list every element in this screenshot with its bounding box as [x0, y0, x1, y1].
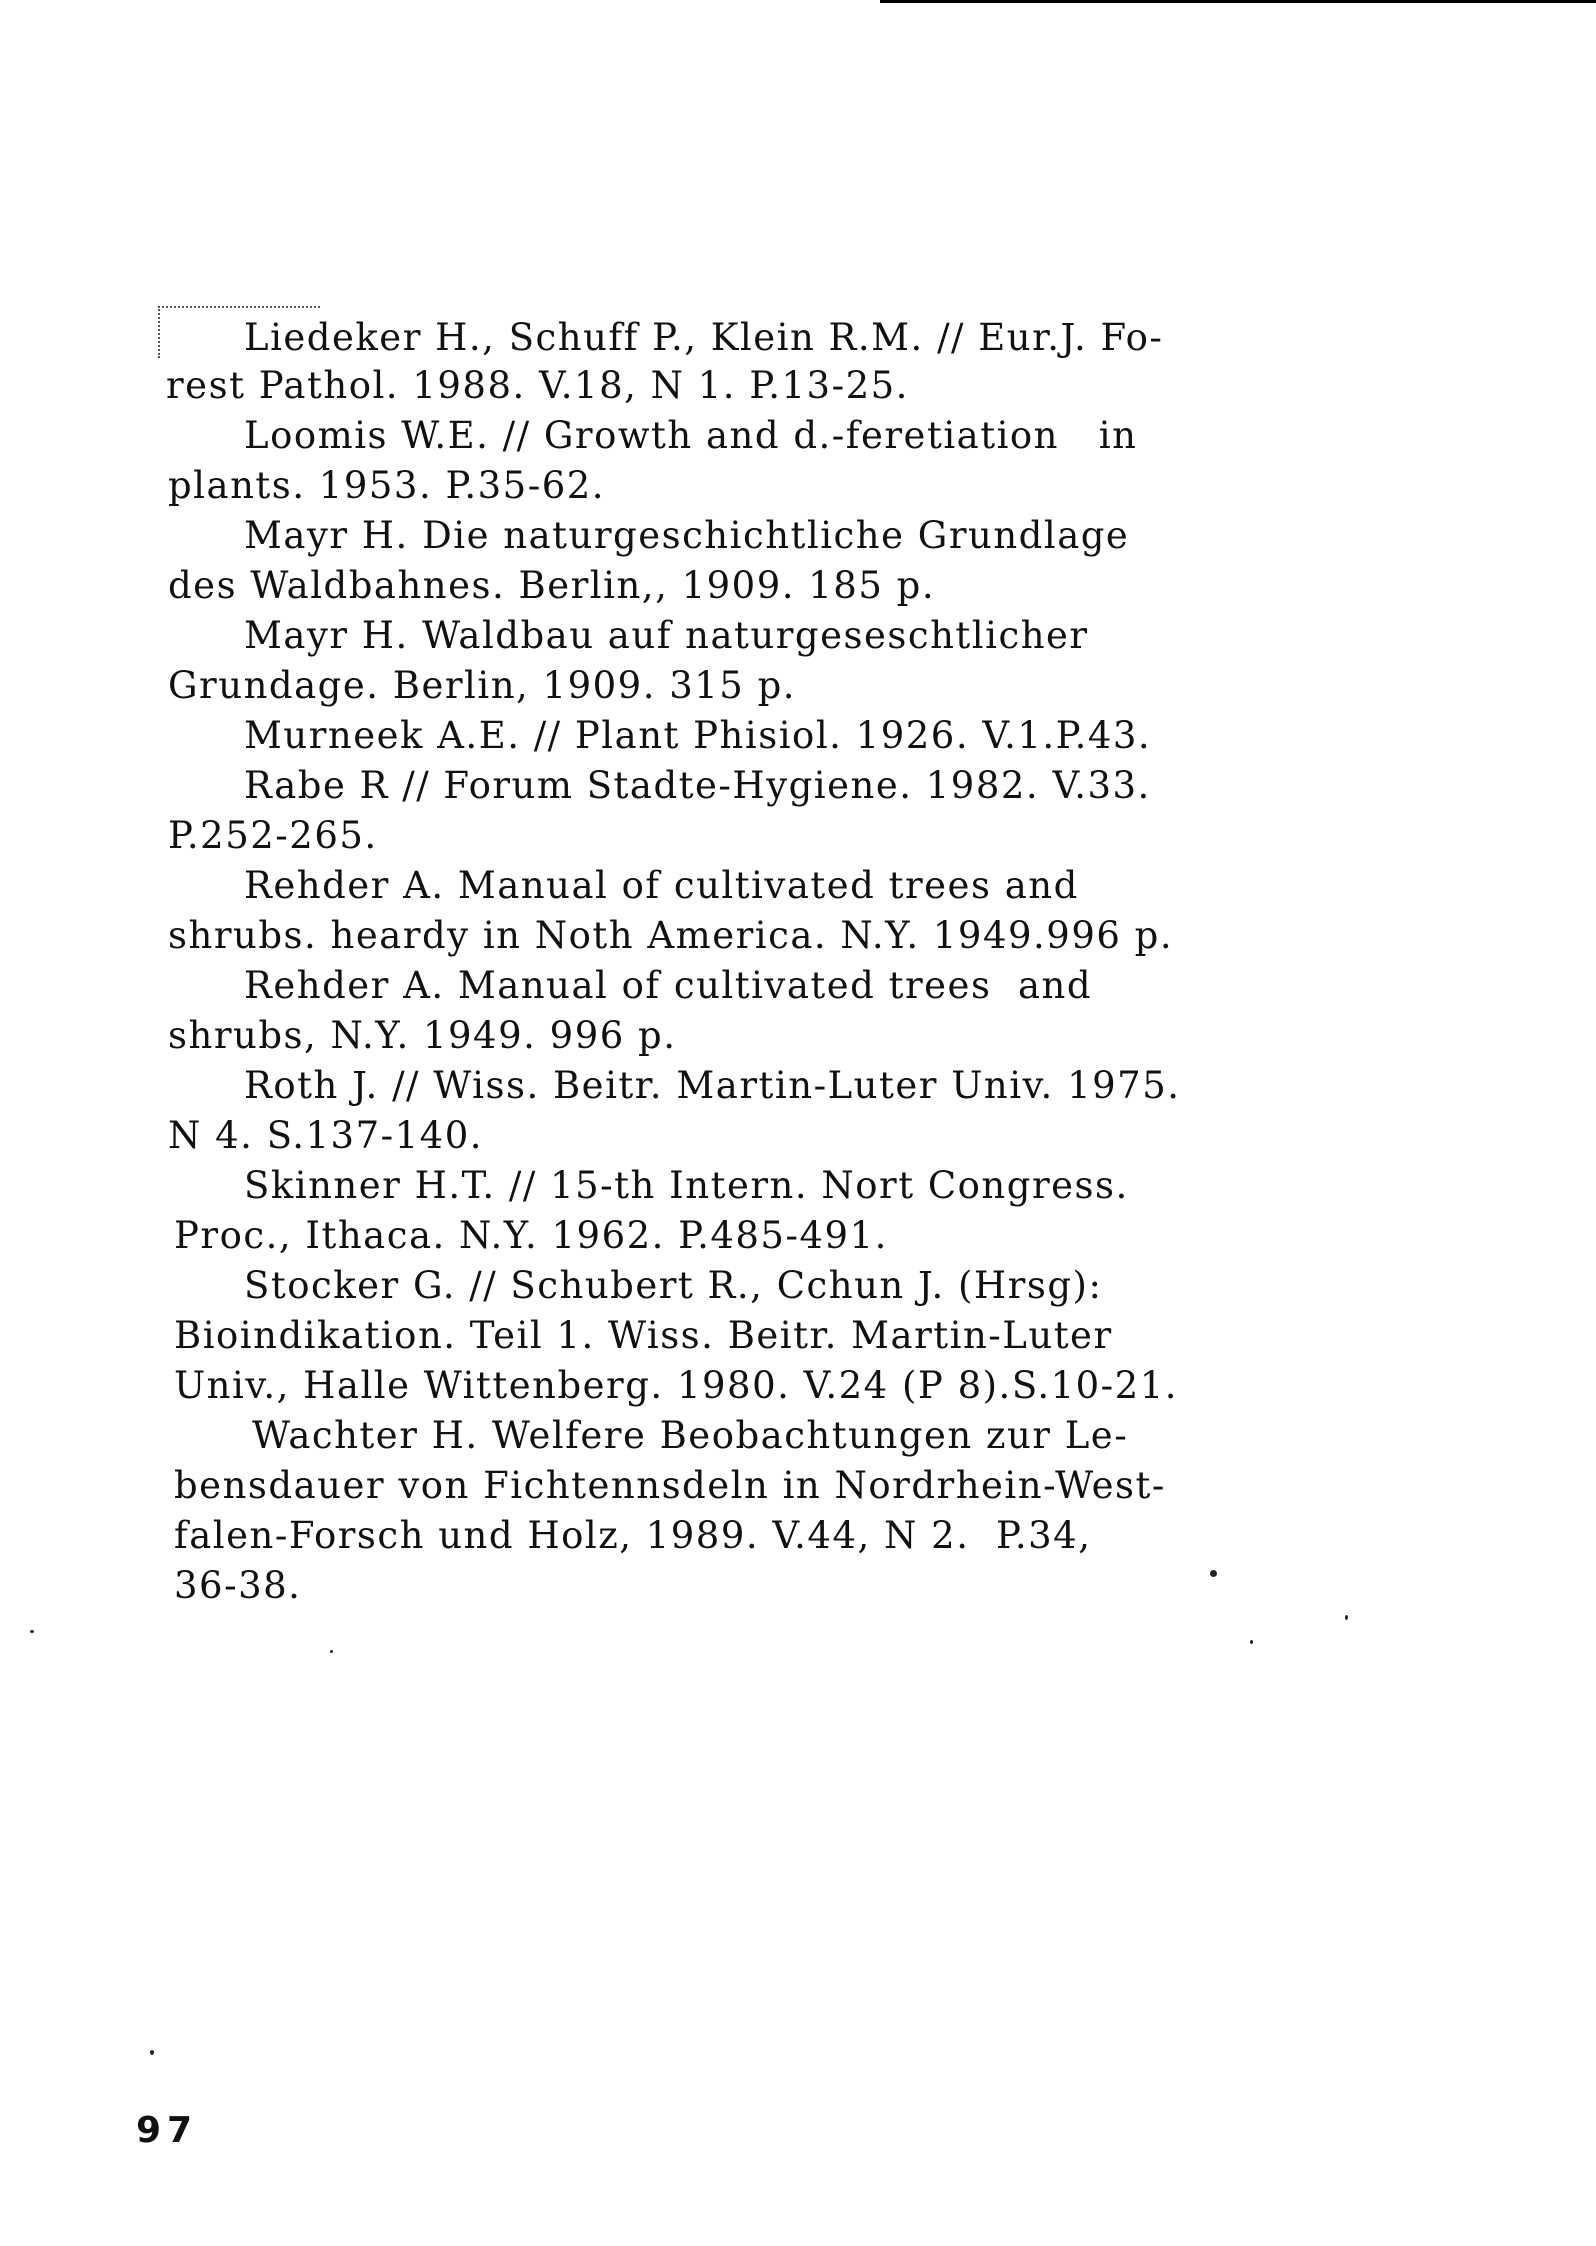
ref-rabe-line2: P.252-265. — [168, 814, 378, 857]
ref-liedeker-line1: Liedeker H., Schuff P., Klein R.M. // Eur.J. Fo- — [244, 316, 1164, 359]
ref-roth-line1: Roth J. // Wiss. Beitr. Martin-Luter Univ. 1975. — [244, 1064, 1181, 1107]
ref-loomis-line1: Loomis W.E. // Growth and d.-feretiation in — [244, 414, 1138, 457]
scan-edge-rule — [880, 0, 1596, 3]
ref-rehder2-line2: shrubs, N.Y. 1949. 996 p. — [168, 1014, 677, 1057]
ref-skinner-line2: Proc., Ithaca. N.Y. 1962. P.485-491. — [174, 1214, 888, 1257]
scan-speck — [150, 2050, 154, 2055]
ref-stocker-line3: Univ., Halle Wittenberg. 1980. V.24 (P 8).S.10-21. — [174, 1364, 1179, 1407]
ref-rehder1-line1: Rehder A. Manual of cultivated trees and — [244, 864, 1079, 907]
ref-mayr2-line2: Grundage. Berlin, 1909. 315 p. — [168, 664, 797, 707]
ref-stocker-line2: Bioindikation. Teil 1. Wiss. Beitr. Martin-Luter — [174, 1314, 1113, 1357]
ref-murneek-line1: Murneek A.E. // Plant Phisiol. 1926. V.1.P.43. — [244, 714, 1152, 757]
scan-speck — [30, 1630, 34, 1633]
ref-wachter-line4: 36-38. — [174, 1564, 302, 1607]
ref-stocker-line1: Stocker G. // Schubert R., Cchun J. (Hrsg): — [244, 1264, 1103, 1307]
ref-mayr1-line2: des Waldbahnes. Berlin,, 1909. 185 p. — [168, 564, 936, 607]
scan-speck — [1250, 1640, 1253, 1644]
ref-skinner-line1: Skinner H.T. // 15-th Intern. Nort Congress. — [244, 1164, 1129, 1207]
ref-mayr1-line1: Mayr H. Die naturgeschichtliche Grundlage — [244, 514, 1130, 557]
page-number: 97 — [136, 2110, 199, 2151]
scan-speck — [1210, 1570, 1217, 1577]
ref-roth-line2: N 4. S.137-140. — [168, 1114, 483, 1157]
ref-wachter-line3: falen-Forsch und Holz, 1989. V.44, N 2. P.34, — [174, 1514, 1092, 1557]
ref-wachter-line1: Wachter H. Welfere Beobachtungen zur Le- — [252, 1414, 1129, 1457]
ref-rehder1-line2: shrubs. heardy in Noth America. N.Y. 1949.996 p. — [168, 914, 1174, 957]
ref-mayr2-line1: Mayr H. Waldbau auf naturgeseschtlicher — [244, 614, 1089, 657]
scan-speck — [330, 1650, 333, 1653]
ref-rabe-line1: Rabe R // Forum Stadte-Hygiene. 1982. V.33. — [244, 764, 1151, 807]
ref-rehder2-line1: Rehder A. Manual of cultivated trees and — [244, 964, 1093, 1007]
ref-wachter-line2: bensdauer von Fichtennsdeln in Nordrhein-West- — [174, 1464, 1166, 1507]
ref-liedeker-line2: rest Pathol. 1988. V.18, N 1. P.13-25. — [166, 364, 909, 407]
ref-loomis-line2: plants. 1953. P.35-62. — [168, 464, 606, 507]
scan-speck — [1345, 1615, 1348, 1620]
